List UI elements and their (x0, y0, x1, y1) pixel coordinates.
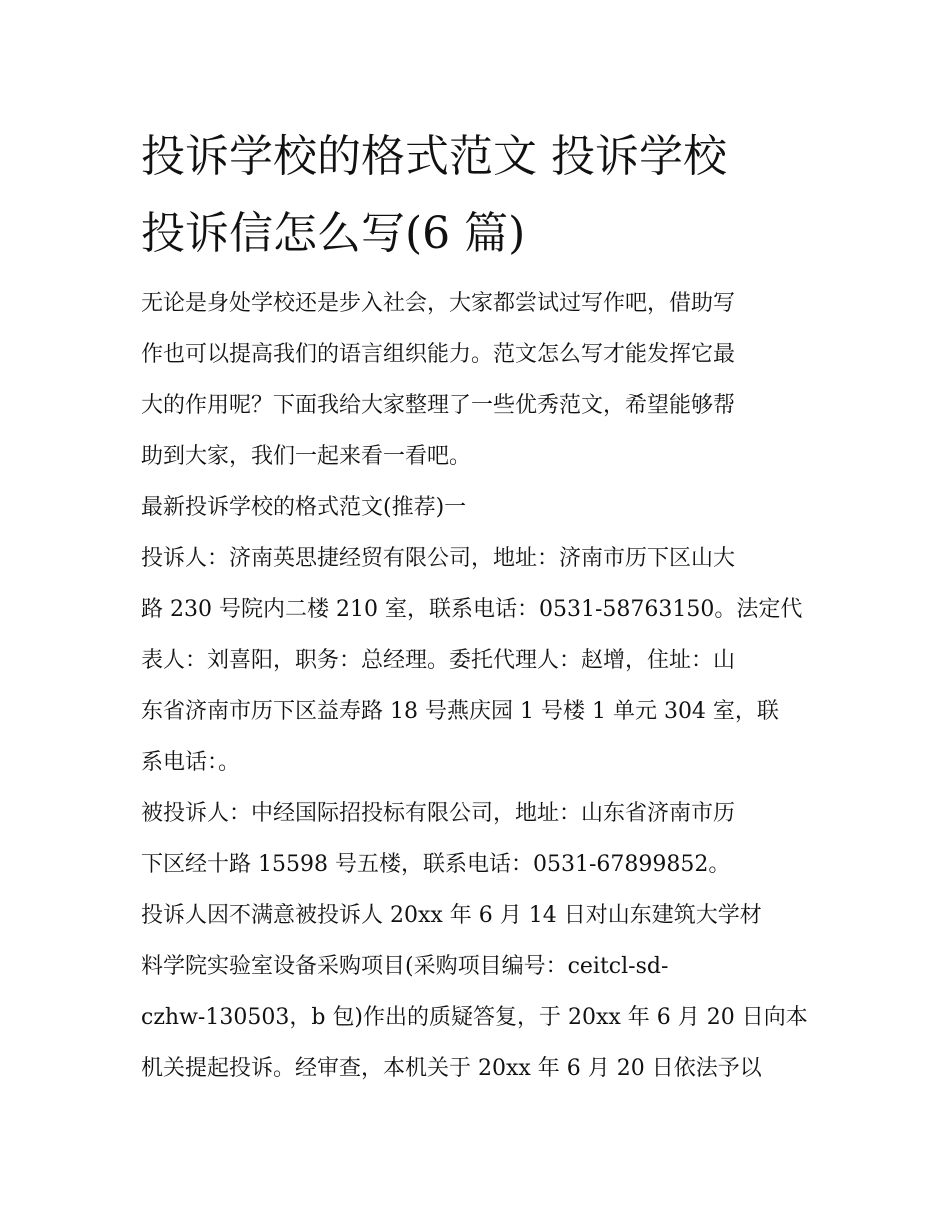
body-line: 东省济南市历下区益寿路 18 号燕庆园 1 号楼 1 单元 304 室，联 (141, 699, 779, 724)
title-line: 投诉学校的格式范文 投诉学校 (141, 131, 727, 182)
body-line: 料学院实验室设备采购项目(采购项目编号：ceitcl-sd- (141, 954, 669, 979)
document-title (141, 118, 831, 272)
section-heading: 最新投诉学校的格式范文(推荐)一 (141, 495, 467, 520)
body-line: 机关提起投诉。经审查，本机关于 20xx 年 6 月 20 日依法予以 (141, 1056, 762, 1081)
body-line: 投诉人：济南英思捷经贸有限公司，地址：济南市历下区山大 (141, 546, 736, 571)
body-line: 被投诉人：中经国际招投标有限公司，地址：山东省济南市历 (141, 801, 736, 826)
body-line: 表人：刘喜阳，职务：总经理。委托代理人：赵增，住址：山 (141, 648, 736, 673)
body-line: 投诉人因不满意被投诉人 20xx 年 6 月 14 日对山东建筑大学材 (141, 903, 762, 928)
body-line: 下区经十路 15598 号五楼，联系电话：0531-67899852。 (141, 852, 731, 877)
body-line: 助到大家，我们一起来看一看吧。 (141, 444, 472, 469)
body-line: czhw-130503，b 包)作出的质疑答复，于 20xx 年 6 月 20 日向本 (141, 1005, 808, 1030)
document-body (141, 278, 821, 1094)
body-line: 大的作用呢？下面我给大家整理了一些优秀范文，希望能够帮 (141, 393, 736, 418)
body-line: 路 230 号院内二楼 210 室，联系电话：0531-58763150。法定代 (141, 597, 803, 622)
body-line: 无论是身处学校还是步入社会，大家都尝试过写作吧，借助写 (141, 291, 736, 316)
title-line: 投诉信怎么写(6 篇) (141, 208, 526, 259)
body-line: 作也可以提高我们的语言组织能力。范文怎么写才能发挥它最 (141, 342, 736, 367)
body-line: 系电话：。 (141, 750, 241, 775)
